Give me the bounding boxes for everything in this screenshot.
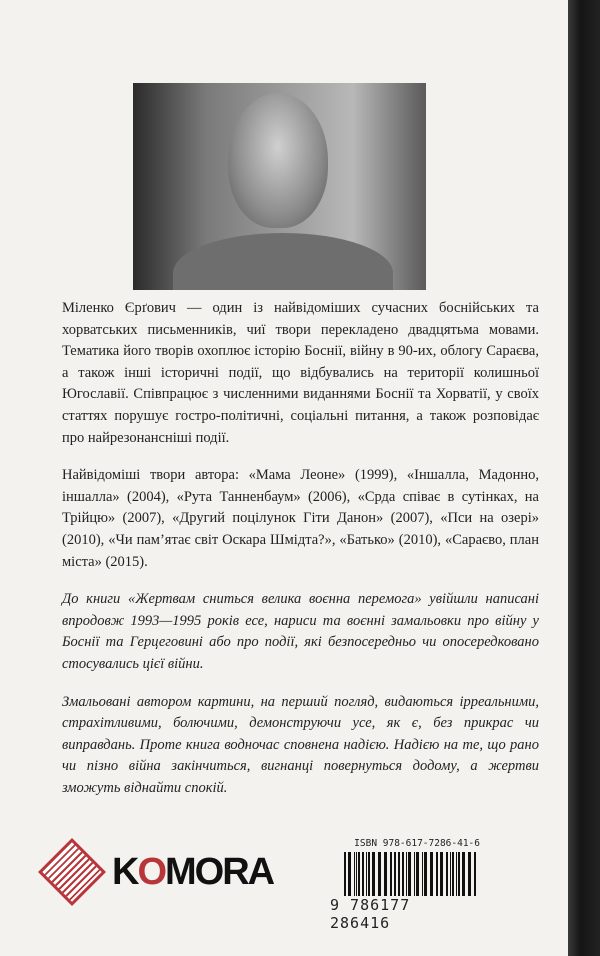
barcode-bar	[402, 852, 404, 896]
barcode-bar	[424, 852, 427, 896]
barcode-bar	[362, 852, 364, 896]
isbn-label: ISBN 978-617-7286-41-6	[354, 838, 480, 849]
barcode-bar	[394, 852, 396, 896]
book-description: До книги «Жертвам сниться велика воєнна перемога» увійшли написані впродовж 1993—1995 років есе, нариси та воєнні замальовки про війну у Боснії та Герцеговині або про події, які безпосередньо чи опосередковано стосувались цієї війни.	[62, 591, 539, 672]
barcode-bar	[368, 852, 370, 896]
barcode-bar	[450, 852, 451, 896]
barcode-bar	[474, 852, 476, 896]
barcode-bar	[462, 852, 465, 896]
barcode-bar	[436, 852, 438, 896]
barcode-bar	[384, 852, 387, 896]
barcode-bar	[372, 852, 375, 896]
barcode-bars	[330, 852, 480, 896]
barcode-bar	[456, 852, 457, 896]
isbn-barcode	[330, 838, 480, 932]
barcode-bar	[344, 852, 346, 896]
barcode-bar	[452, 852, 454, 896]
barcode-bar	[430, 852, 433, 896]
barcode-bar	[366, 852, 367, 896]
barcode-bar	[406, 852, 407, 896]
barcode-bar	[390, 852, 392, 896]
book-spine	[568, 0, 600, 956]
barcode-bar	[398, 852, 400, 896]
barcode-bar	[422, 852, 423, 896]
photo-figure-body	[173, 233, 393, 290]
author-bio: Міленко Єрґович — один із найвідоміших сучасних боснійських та хорватських письменників, чиї твори перекладено двадцятьма мовами. Тематика його творів охоплює історію Боснії, війну в 90-их, облогу Сараєва, а також інші історичні події, що відбувались на території колишньої Югославії. Співпрацює з численними виданнями Боснії та Хорватії, у своїх статтях порушує гостро-політичні, соціальні питання, а також розповідає про найрезонансніші події.	[62, 300, 539, 446]
barcode-bar	[414, 852, 415, 896]
barcode-bar	[416, 852, 419, 896]
back-cover-text	[62, 298, 539, 815]
photo-figure-head	[228, 93, 328, 228]
barcode-digits: 9 786177 286416	[330, 896, 411, 932]
publisher-logo	[48, 848, 273, 896]
author-photo	[133, 83, 426, 290]
barcode-bar	[446, 852, 448, 896]
barcode-bar	[440, 852, 443, 896]
book-summary: Змальовані автором картини, на перший погляд, видаються ірреальними, страхітливими, болючими, демонструючи усе, як є, без прикрас чи виправдань. Проте книга водночас сповнена надією. Надією на те, що рано чи пізно війна закінчиться, вигнанці повернуться додому, а жертви зможуть віднайти спокій.	[62, 693, 539, 796]
notable-works: Найвідоміші твори автора: «Мама Леоне» (1999), «Іншалла, Мадонно, іншалла» (2004), «Рута Танненбаум» (2006), «Срда співає в сутінках, на Трійцю» (2007), «Другий поцілунок Гіти Данон» (2007), «Пси на озері» (2010), «Чи пам’ятає світ Оскара Шмідта?», «Батько» (2010), «Сараєво, план міста» (2015).	[62, 467, 539, 570]
barcode-bar	[468, 852, 471, 896]
barcode-bar	[408, 852, 411, 896]
barcode-bar	[358, 852, 360, 896]
barcode-bar	[354, 852, 355, 896]
barcode-bar	[356, 852, 357, 896]
publisher-emblem-icon	[38, 838, 106, 906]
barcode-bar	[378, 852, 381, 896]
publisher-name: KOMORA	[112, 850, 274, 893]
barcode-bar	[348, 852, 351, 896]
barcode-bar	[458, 852, 460, 896]
